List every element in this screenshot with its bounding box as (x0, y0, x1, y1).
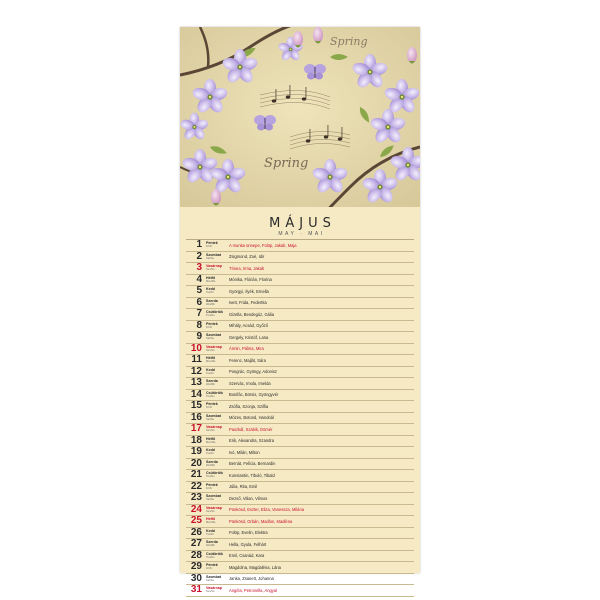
weekday-short: Wed/Mi (206, 463, 215, 467)
weekday-short: Sat/Sa (206, 498, 214, 502)
day-number: 5 (196, 285, 202, 297)
name-days: Zsófia, Szonja, Szilfia (229, 403, 269, 409)
day-number: 21 (190, 469, 202, 481)
weekday-name: Szombat (206, 252, 221, 257)
weekday-name: Csütörtök (206, 310, 223, 315)
name-days: Bernát, Felícia, Bernardin (229, 461, 276, 467)
weekday-short: Fri/Fr (206, 567, 213, 571)
weekday-name: Vasárnap (206, 586, 222, 591)
weekday-short: Mon/Mo (206, 521, 216, 525)
day-row (186, 309, 414, 321)
name-days: Paszkál, Szabik, Dömér (229, 426, 273, 432)
weekday-name: Vasárnap (206, 505, 222, 510)
day-row (186, 263, 414, 275)
name-days: Konstantin, Tiboló, Tibald (229, 472, 275, 478)
day-number: 15 (190, 400, 202, 412)
day-row (186, 367, 414, 379)
day-row (186, 275, 414, 287)
day-row (186, 298, 414, 310)
day-name-block (206, 552, 226, 560)
weekday-short: Fri/Fr (206, 406, 213, 410)
day-number: 24 (190, 503, 202, 515)
day-name-block (206, 437, 226, 445)
weekday-short: Sun/So (206, 429, 215, 433)
weekday-name: Péntek (206, 241, 218, 246)
weekday-name: Kedd (206, 528, 215, 533)
name-days: Mónika, Flórián, Florina (229, 277, 272, 283)
name-days: Mózes, Botond, Hanobál (229, 415, 274, 421)
name-days: Erik, Alexandra, Szandra (229, 438, 275, 444)
day-row (186, 355, 414, 367)
weekday-name: Szerda (206, 379, 218, 384)
name-days: Gizella, Bendegúz, Gália (229, 311, 275, 317)
spring-text-top: Spring (330, 35, 368, 48)
name-days: Angéla, Petronella, Angyal (229, 587, 278, 593)
weekday-short: Mon/Mo (206, 360, 216, 364)
day-number: 1 (196, 239, 202, 251)
day-row (186, 574, 414, 586)
day-number: 19 (190, 446, 202, 458)
day-number: 12 (190, 365, 202, 377)
day-number: 30 (190, 572, 202, 584)
day-number: 25 (190, 515, 202, 527)
day-number: 2 (196, 250, 202, 262)
month-title: MÁJUS (269, 216, 336, 231)
name-days: Bonifác, Börsis, Gyöngyvér (229, 392, 279, 398)
name-days: Györgyi, Ilyék, Ernella (229, 288, 269, 294)
weekday-short: Wed/Mi (206, 383, 215, 387)
day-list (186, 239, 414, 596)
weekday-short: Wed/Mi (206, 302, 215, 306)
day-row (186, 240, 414, 252)
weekday-short: Thu/Do (206, 314, 215, 318)
weekday-name: Hétfő (206, 436, 216, 441)
day-name-block (206, 402, 226, 410)
name-days: Emil, Csanád, Kara (229, 553, 265, 559)
day-name-block (206, 471, 226, 479)
day-number: 3 (196, 262, 202, 274)
weekday-short: Tue/Di (206, 452, 214, 456)
day-number: 10 (190, 342, 202, 354)
weekday-name: Hétfő (206, 356, 216, 361)
day-name-block (206, 379, 226, 387)
weekday-short: Sun/So (206, 509, 215, 513)
day-row (186, 459, 414, 471)
wall-calendar (180, 27, 420, 596)
day-name-block (206, 414, 226, 422)
name-days: Ármin, Pálma, Mira (229, 346, 264, 352)
name-days: Zsigmond, Zoé, Idir (229, 254, 265, 260)
day-name-block (206, 322, 226, 330)
weekday-name: Szombat (206, 494, 221, 499)
name-days: Tímea, Irma, Jakab (229, 265, 265, 271)
weekday-name: Kedd (206, 448, 215, 453)
day-name-block (206, 264, 226, 272)
day-number: 11 (191, 354, 202, 366)
weekday-name: Vasárnap (206, 344, 222, 349)
weekday-short: Sun/So (206, 268, 215, 272)
month-subtitle: MAY · MAI (278, 231, 325, 237)
name-days: Gergely, Kristóf, Lana (229, 334, 269, 340)
name-days: Ivó, Milán, Milton (229, 449, 260, 455)
day-number: 13 (190, 377, 202, 389)
weekday-name: Szombat (206, 413, 221, 418)
weekday-short: Fri/Fr (206, 486, 213, 490)
weekday-name: Szerda (206, 540, 218, 545)
day-name-block (206, 356, 226, 364)
name-days: Dezső, Vilian, Vilmos (229, 495, 268, 501)
name-days: Hella, Gyula, Felhárt (229, 541, 267, 547)
day-number: 4 (196, 273, 202, 285)
day-number: 22 (190, 480, 202, 492)
day-name-block (206, 253, 226, 261)
weekday-short: Sat/Sa (206, 256, 214, 260)
weekday-name: Hétfő (206, 517, 216, 522)
day-row (186, 378, 414, 390)
day-row (186, 505, 414, 517)
day-row (186, 332, 414, 344)
weekday-short: Tue/Di (206, 371, 214, 375)
name-days: Mihály, Acsád, Győző (229, 323, 269, 329)
name-days: Fülöp, Evelin, Elektra (229, 530, 268, 536)
name-days: Ivett, Frida, Federtka (229, 300, 267, 306)
day-row (186, 424, 414, 436)
day-name-block (206, 287, 226, 295)
day-name-block (206, 448, 226, 456)
weekday-name: Szerda (206, 298, 218, 303)
weekday-short: Mon/Mo (206, 279, 216, 283)
day-name-block (206, 425, 226, 433)
day-row (186, 436, 414, 448)
day-name-block (206, 391, 226, 399)
name-days: Janka, Zsanett, Johanna (229, 576, 274, 582)
day-row (186, 286, 414, 298)
day-row (186, 413, 414, 425)
weekday-name: Kedd (206, 287, 215, 292)
day-name-block (206, 540, 226, 548)
weekday-name: Szombat (206, 333, 221, 338)
day-row (186, 482, 414, 494)
weekday-name: Csütörtök (206, 390, 223, 395)
day-row (186, 493, 414, 505)
day-number: 29 (190, 561, 202, 573)
day-row (186, 528, 414, 540)
day-row (186, 447, 414, 459)
weekday-name: Hétfő (206, 275, 216, 280)
name-days: A munka ünnepe, Fülöp, Jakab, Maja (229, 242, 297, 248)
day-number: 16 (190, 411, 202, 423)
weekday-name: Péntek (206, 321, 218, 326)
day-row (186, 551, 414, 563)
name-days: Pünkösd, Eszter, Eliza, Vanessza, Milána (229, 507, 305, 513)
day-number: 7 (196, 308, 202, 320)
day-number: 20 (190, 457, 202, 469)
spring-blossom-artwork (180, 27, 420, 207)
name-days: Szervác, Imola, Imelda (229, 380, 271, 386)
spring-text-bottom: Spring (264, 156, 309, 171)
weekday-short: Sat/Sa (206, 578, 214, 582)
weekday-short: Tue/Di (206, 532, 214, 536)
weekday-short: Sat/Sa (206, 417, 214, 421)
day-name-block (206, 529, 226, 537)
day-name-block (206, 575, 226, 583)
day-name-block (206, 345, 226, 353)
day-row (186, 344, 414, 356)
day-name-block (206, 368, 226, 376)
day-number: 17 (190, 423, 202, 435)
day-number: 31 (190, 584, 202, 596)
weekday-name: Péntek (206, 482, 218, 487)
weekday-name: Péntek (206, 563, 218, 568)
weekday-short: Fri/Fr (206, 325, 213, 329)
weekday-short: Thu/Do (206, 475, 215, 479)
day-name-block (206, 299, 226, 307)
day-row (186, 562, 414, 574)
day-name-block (206, 563, 226, 571)
weekday-name: Vasárnap (206, 425, 222, 430)
day-row (186, 252, 414, 264)
day-name-block (206, 276, 226, 284)
weekday-short: Mon/Mo (206, 440, 216, 444)
day-name-block (206, 483, 226, 491)
name-days: Pünkösd, Orbán, Madlon, Madléna (229, 518, 293, 524)
weekday-name: Kedd (206, 367, 215, 372)
day-number: 6 (196, 296, 202, 308)
name-days: Júlia, Rita, Emil (229, 484, 258, 490)
day-row (186, 516, 414, 528)
day-name-block (206, 494, 226, 502)
name-days: Magdolna, Magdaléna, Lána (229, 564, 281, 570)
day-number: 18 (190, 434, 202, 446)
day-name-block (206, 310, 226, 318)
weekday-short: Tue/Di (206, 291, 214, 295)
day-name-block (206, 333, 226, 341)
day-number: 28 (190, 549, 202, 561)
weekday-short: Sun/So (206, 348, 215, 352)
name-days: Pongrác, Gyöngy, Adonisz (229, 369, 277, 375)
day-number: 27 (190, 538, 202, 550)
day-number: 8 (196, 319, 202, 331)
day-row (186, 585, 414, 597)
day-name-block (206, 241, 226, 249)
day-number: 23 (190, 492, 202, 504)
day-number: 9 (196, 331, 202, 343)
weekday-short: Thu/Do (206, 555, 215, 559)
day-row (186, 539, 414, 551)
weekday-short: Wed/Mi (206, 544, 215, 548)
day-row (186, 401, 414, 413)
day-row (186, 321, 414, 333)
day-number: 26 (190, 526, 202, 538)
weekday-short: Thu/Do (206, 394, 215, 398)
weekday-short: Sat/Sa (206, 337, 214, 341)
weekday-short: Fri/Fr (206, 245, 213, 249)
weekday-name: Szerda (206, 459, 218, 464)
weekday-name: Péntek (206, 402, 218, 407)
day-row (186, 390, 414, 402)
day-row (186, 470, 414, 482)
day-name-block (206, 517, 226, 525)
day-name-block (206, 586, 226, 594)
weekday-name: Vasárnap (206, 264, 222, 269)
day-name-block (206, 506, 226, 514)
weekday-name: Csütörtök (206, 471, 223, 476)
weekday-name: Szombat (206, 574, 221, 579)
day-name-block (206, 460, 226, 468)
weekday-name: Csütörtök (206, 551, 223, 556)
weekday-short: Sun/So (206, 590, 215, 594)
month-header (180, 217, 420, 238)
day-number: 14 (190, 388, 202, 400)
name-days: Ferenc, Majlát, Sára (229, 357, 266, 363)
